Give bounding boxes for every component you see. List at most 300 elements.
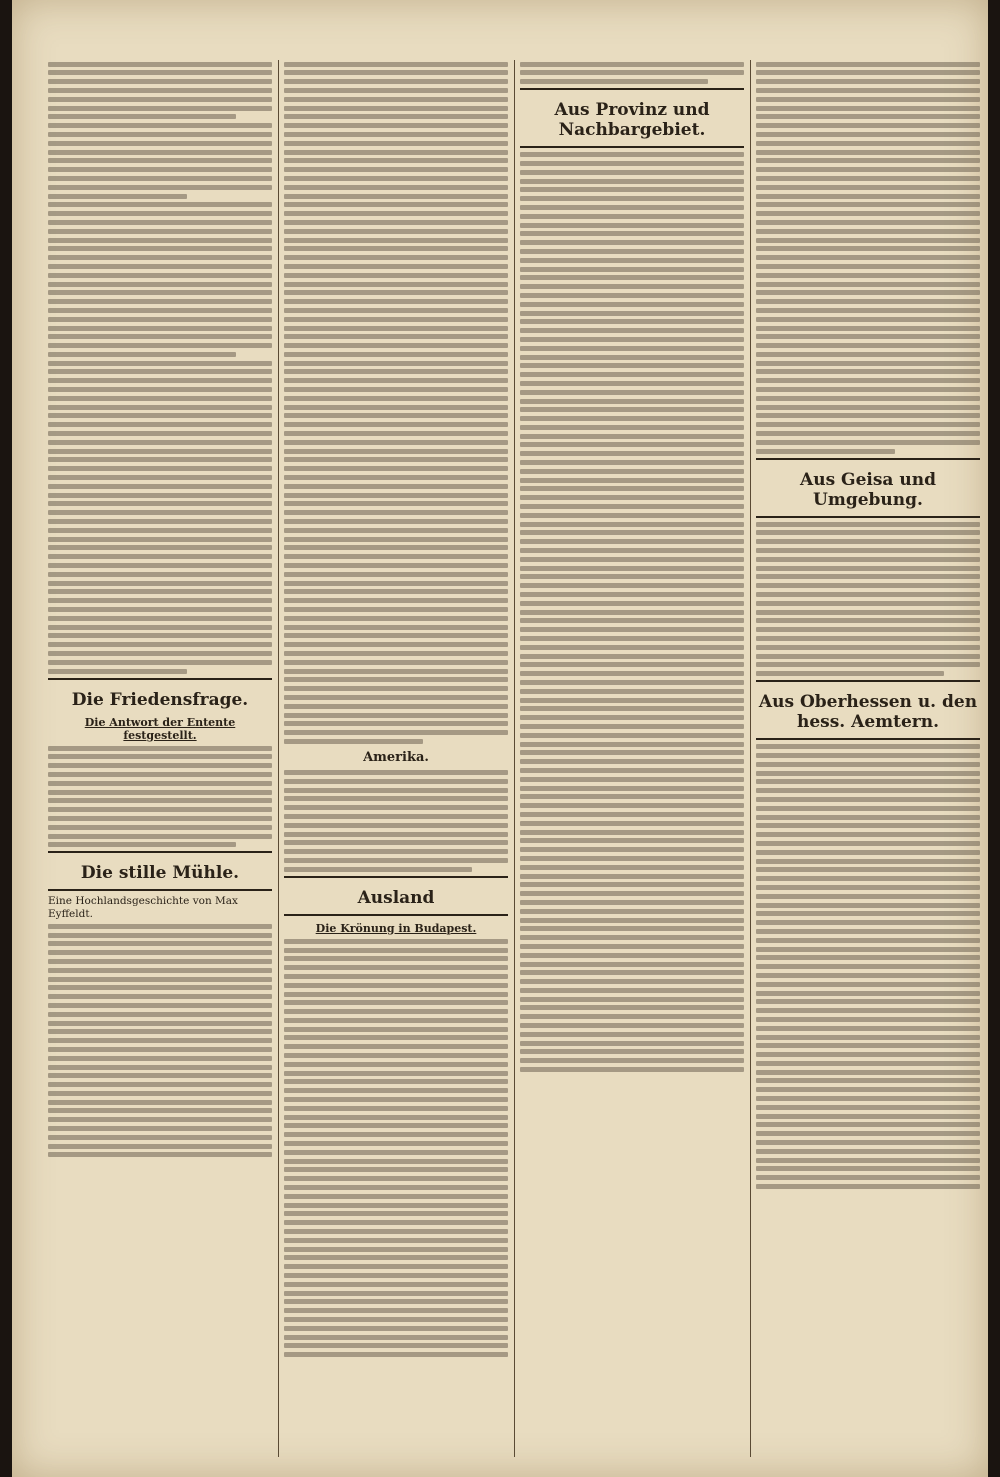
text-line-placeholder — [284, 730, 508, 735]
text-line-placeholder — [284, 1194, 508, 1199]
text-line-placeholder — [520, 715, 744, 720]
text-line-placeholder — [520, 838, 744, 843]
text-line-placeholder — [284, 466, 508, 471]
text-line-placeholder — [284, 589, 508, 594]
text-line-placeholder — [520, 856, 744, 861]
text-line-placeholder — [48, 466, 272, 471]
text-line-placeholder — [756, 449, 895, 454]
text-line-placeholder — [756, 150, 980, 155]
column-rule — [514, 60, 515, 1457]
text-line-placeholder — [520, 530, 744, 535]
text-line-placeholder — [284, 633, 508, 638]
text-line-placeholder — [756, 991, 980, 996]
text-line-placeholder — [520, 539, 744, 544]
text-line-placeholder — [284, 167, 508, 172]
text-line-placeholder — [48, 501, 272, 506]
text-line-placeholder — [520, 442, 744, 447]
text-line-placeholder — [520, 319, 744, 324]
text-line-placeholder — [284, 832, 508, 837]
text-line-placeholder — [284, 220, 508, 225]
text-line-placeholder — [284, 475, 508, 480]
text-line-placeholder — [284, 387, 508, 392]
text-line-placeholder — [520, 293, 744, 298]
text-line-placeholder — [284, 686, 508, 691]
text-line-placeholder — [520, 231, 744, 236]
text-line-placeholder — [48, 642, 272, 647]
text-line-placeholder — [284, 1273, 508, 1278]
text-line-placeholder — [284, 1247, 508, 1252]
text-line-placeholder — [284, 501, 508, 506]
text-line-placeholder — [520, 970, 744, 975]
text-line-placeholder — [756, 264, 980, 269]
text-line-placeholder — [284, 246, 508, 251]
text-line-placeholder — [520, 926, 744, 931]
text-line-placeholder — [284, 974, 508, 979]
text-line-placeholder — [756, 618, 980, 623]
text-line-placeholder — [284, 956, 508, 961]
text-line-placeholder — [284, 211, 508, 216]
text-line-placeholder — [284, 1053, 508, 1058]
text-line-placeholder — [520, 62, 744, 67]
text-line-placeholder — [756, 753, 980, 758]
text-line-placeholder — [284, 1229, 508, 1234]
text-line-placeholder — [284, 805, 508, 810]
text-line-placeholder — [520, 953, 744, 958]
text-line-placeholder — [48, 255, 272, 260]
text-line-placeholder — [284, 704, 508, 709]
text-line-placeholder — [756, 378, 980, 383]
text-line-placeholder — [48, 167, 272, 172]
column-1 — [48, 58, 272, 1459]
text-line-placeholder — [284, 651, 508, 656]
text-line-placeholder — [756, 1105, 980, 1110]
text-line-placeholder — [520, 275, 744, 280]
text-line-placeholder — [48, 554, 272, 559]
text-line-placeholder — [284, 607, 508, 612]
text-line-placeholder — [284, 176, 508, 181]
text-line-placeholder — [520, 997, 744, 1002]
text-line-placeholder — [520, 486, 744, 491]
text-line-placeholder — [284, 1027, 508, 1032]
text-line-placeholder — [520, 645, 744, 650]
text-line-placeholder — [48, 413, 272, 418]
text-line-placeholder — [756, 911, 980, 916]
text-line-placeholder — [520, 548, 744, 553]
text-line-placeholder — [520, 302, 744, 307]
text-line-placeholder — [284, 788, 508, 793]
text-line-placeholder — [48, 1003, 272, 1008]
text-line-placeholder — [48, 825, 272, 830]
heading-novel: Die stille Mühle. — [80, 863, 240, 884]
text-line-placeholder — [284, 1071, 508, 1076]
text-line-placeholder — [756, 299, 980, 304]
text-line-placeholder — [520, 803, 744, 808]
text-line-placeholder — [756, 627, 980, 632]
text-line-placeholder — [48, 994, 272, 999]
text-line-placeholder — [756, 317, 980, 322]
text-line-placeholder — [520, 918, 744, 923]
text-line-placeholder — [284, 572, 508, 577]
text-line-placeholder — [520, 821, 744, 826]
text-line-placeholder — [756, 566, 980, 571]
text-line-placeholder — [756, 334, 980, 339]
text-line-placeholder — [48, 484, 272, 489]
text-line-placeholder — [756, 1184, 980, 1189]
text-line-placeholder — [756, 788, 980, 793]
text-line-placeholder — [48, 651, 272, 656]
text-line-placeholder — [284, 1079, 508, 1084]
text-line-placeholder — [48, 1047, 272, 1052]
text-line-placeholder — [284, 378, 508, 383]
text-line-placeholder — [520, 671, 744, 676]
subheading-entente-answer: Die Antwort der Entente festgestellt. — [84, 715, 236, 742]
text-line-placeholder — [48, 123, 272, 128]
text-line-placeholder — [48, 1091, 272, 1096]
text-line-placeholder — [48, 834, 272, 839]
text-line-placeholder — [520, 170, 744, 175]
text-line-placeholder — [284, 70, 508, 75]
text-line-placeholder — [48, 334, 272, 339]
text-line-placeholder — [284, 1115, 508, 1120]
text-line-placeholder — [520, 1067, 744, 1072]
text-line-placeholder — [48, 229, 272, 234]
text-line-placeholder — [48, 772, 272, 777]
text-line-placeholder — [520, 79, 708, 84]
text-line-placeholder — [48, 1100, 272, 1105]
text-line-placeholder — [48, 807, 272, 812]
text-line-placeholder — [48, 282, 272, 287]
text-line-placeholder — [756, 1008, 980, 1013]
text-line-placeholder — [48, 352, 236, 357]
text-line-placeholder — [520, 355, 744, 360]
text-line-placeholder — [48, 326, 272, 331]
text-line-placeholder — [48, 589, 272, 594]
section-divider — [756, 516, 980, 518]
text-line-placeholder — [284, 770, 508, 775]
heading-abroad: Ausland — [357, 887, 435, 908]
text-line-placeholder — [48, 816, 272, 821]
text-line-placeholder — [756, 97, 980, 102]
text-line-placeholder — [48, 842, 236, 847]
text-line-placeholder — [48, 176, 272, 181]
text-line-placeholder — [284, 796, 508, 801]
text-line-placeholder — [756, 1061, 980, 1066]
text-line-placeholder — [756, 610, 980, 615]
text-line-placeholder — [520, 469, 744, 474]
heading-peace-question: Die Friedensfrage. — [71, 689, 249, 710]
text-line-placeholder — [284, 114, 508, 119]
text-line-placeholder — [284, 185, 508, 190]
text-line-placeholder — [520, 346, 744, 351]
section-divider — [520, 146, 744, 148]
text-line-placeholder — [756, 141, 980, 146]
text-line-placeholder — [756, 771, 980, 776]
text-line-placeholder — [520, 794, 744, 799]
text-line-placeholder — [284, 229, 508, 234]
text-line-placeholder — [284, 1299, 508, 1304]
text-line-placeholder — [48, 633, 272, 638]
text-line-placeholder — [48, 141, 272, 146]
text-line-placeholder — [520, 874, 744, 879]
text-line-placeholder — [48, 493, 272, 498]
section-divider — [284, 876, 508, 878]
text-line-placeholder — [520, 689, 744, 694]
text-line-placeholder — [756, 1158, 980, 1163]
text-line-placeholder — [284, 457, 508, 462]
text-line-placeholder — [284, 1000, 508, 1005]
text-line-placeholder — [284, 334, 508, 339]
text-line-placeholder — [520, 900, 744, 905]
text-line-placeholder — [48, 457, 272, 462]
text-line-placeholder — [756, 194, 980, 199]
text-line-placeholder — [756, 548, 980, 553]
text-line-placeholder — [284, 616, 508, 621]
text-line-placeholder — [48, 431, 272, 436]
text-line-placeholder — [48, 616, 272, 621]
text-line-placeholder — [48, 70, 272, 75]
text-line-placeholder — [756, 70, 980, 75]
text-line-placeholder — [48, 537, 272, 542]
text-line-placeholder — [756, 158, 980, 163]
text-line-placeholder — [48, 211, 272, 216]
text-line-placeholder — [756, 815, 980, 820]
text-line-placeholder — [284, 158, 508, 163]
text-line-placeholder — [48, 763, 272, 768]
text-line-placeholder — [284, 88, 508, 93]
text-line-placeholder — [756, 1052, 980, 1057]
text-line-placeholder — [756, 841, 980, 846]
text-line-placeholder — [756, 352, 980, 357]
text-line-placeholder — [756, 947, 980, 952]
text-line-placeholder — [520, 636, 744, 641]
text-line-placeholder — [756, 1114, 980, 1119]
text-line-placeholder — [756, 282, 980, 287]
text-line-placeholder — [284, 1141, 508, 1146]
text-line-placeholder — [756, 1035, 980, 1040]
text-line-placeholder — [756, 654, 980, 659]
text-line-placeholder — [48, 950, 272, 955]
text-line-placeholder — [284, 1035, 508, 1040]
text-line-placeholder — [756, 903, 980, 908]
text-line-placeholder — [284, 396, 508, 401]
text-line-placeholder — [284, 123, 508, 128]
column-rule — [750, 60, 751, 1457]
text-line-placeholder — [756, 867, 980, 872]
text-line-placeholder — [520, 337, 744, 342]
text-line-placeholder — [756, 114, 980, 119]
text-line-placeholder — [284, 493, 508, 498]
text-line-placeholder — [284, 739, 423, 744]
text-line-placeholder — [756, 671, 944, 676]
text-line-placeholder — [520, 654, 744, 659]
text-line-placeholder — [756, 806, 980, 811]
text-line-placeholder — [756, 405, 980, 410]
text-line-placeholder — [48, 62, 272, 67]
text-line-placeholder — [520, 847, 744, 852]
text-line-placeholder — [284, 625, 508, 630]
text-line-placeholder — [520, 1014, 744, 1019]
text-line-placeholder — [756, 1149, 980, 1154]
text-line-placeholder — [284, 413, 508, 418]
text-line-placeholder — [48, 572, 272, 577]
text-line-placeholder — [520, 592, 744, 597]
text-line-placeholder — [284, 713, 508, 718]
text-line-placeholder — [756, 273, 980, 278]
text-line-placeholder — [520, 258, 744, 263]
text-line-placeholder — [284, 581, 508, 586]
text-line-placeholder — [520, 680, 744, 685]
text-line-placeholder — [48, 1082, 272, 1087]
text-line-placeholder — [520, 311, 744, 316]
text-line-placeholder — [48, 607, 272, 612]
text-line-placeholder — [284, 1308, 508, 1313]
text-line-placeholder — [520, 698, 744, 703]
column-2 — [284, 58, 508, 1459]
text-line-placeholder — [48, 510, 272, 515]
text-line-placeholder — [284, 779, 508, 784]
section-divider — [48, 851, 272, 853]
text-line-placeholder — [48, 387, 272, 392]
text-line-placeholder — [520, 1049, 744, 1054]
text-line-placeholder — [520, 909, 744, 914]
text-line-placeholder — [48, 1117, 272, 1122]
text-line-placeholder — [284, 1317, 508, 1322]
text-line-placeholder — [48, 290, 272, 295]
text-line-placeholder — [756, 539, 980, 544]
section-divider — [756, 680, 980, 682]
text-line-placeholder — [284, 983, 508, 988]
text-line-placeholder — [520, 249, 744, 254]
text-line-placeholder — [284, 106, 508, 111]
text-line-placeholder — [284, 1097, 508, 1102]
text-line-placeholder — [756, 592, 980, 597]
text-line-placeholder — [520, 566, 744, 571]
text-line-placeholder — [756, 832, 980, 837]
text-line-placeholder — [520, 451, 744, 456]
text-line-placeholder — [284, 255, 508, 260]
text-line-placeholder — [756, 823, 980, 828]
text-line-placeholder — [284, 1123, 508, 1128]
text-line-placeholder — [284, 238, 508, 243]
text-line-placeholder — [48, 968, 272, 973]
text-line-placeholder — [756, 885, 980, 890]
text-line-placeholder — [520, 733, 744, 738]
text-line-placeholder — [284, 1062, 508, 1067]
newspaper-page — [12, 0, 988, 1477]
text-line-placeholder — [756, 343, 980, 348]
text-line-placeholder — [756, 929, 980, 934]
section-divider — [48, 889, 272, 891]
text-line-placeholder — [520, 557, 744, 562]
text-line-placeholder — [284, 1018, 508, 1023]
text-line-placeholder — [48, 959, 272, 964]
text-line-placeholder — [48, 781, 272, 786]
heading-province: Aus Provinz und Nachbargebiet. — [554, 100, 710, 141]
text-line-placeholder — [756, 246, 980, 251]
text-line-placeholder — [520, 478, 744, 483]
text-line-placeholder — [520, 390, 744, 395]
text-line-placeholder — [284, 1335, 508, 1340]
text-line-placeholder — [756, 123, 980, 128]
text-line-placeholder — [284, 660, 508, 665]
text-line-placeholder — [48, 220, 272, 225]
text-line-placeholder — [284, 1220, 508, 1225]
text-line-placeholder — [520, 495, 744, 500]
text-line-placeholder — [48, 985, 272, 990]
text-line-placeholder — [284, 299, 508, 304]
text-line-placeholder — [756, 583, 980, 588]
text-line-placeholder — [48, 941, 272, 946]
text-line-placeholder — [756, 557, 980, 562]
text-line-placeholder — [756, 964, 980, 969]
text-line-placeholder — [520, 750, 744, 755]
text-line-placeholder — [520, 1005, 744, 1010]
text-line-placeholder — [48, 185, 272, 190]
text-line-placeholder — [520, 988, 744, 993]
text-line-placeholder — [520, 381, 744, 386]
text-line-placeholder — [48, 1029, 272, 1034]
text-line-placeholder — [284, 449, 508, 454]
text-line-placeholder — [520, 363, 744, 368]
text-line-placeholder — [48, 88, 272, 93]
text-line-placeholder — [284, 1211, 508, 1216]
text-line-placeholder — [520, 425, 744, 430]
text-line-placeholder — [520, 979, 744, 984]
text-line-placeholder — [284, 308, 508, 313]
text-line-placeholder — [284, 858, 508, 863]
text-line-placeholder — [284, 202, 508, 207]
text-line-placeholder — [756, 167, 980, 172]
text-line-placeholder — [756, 1140, 980, 1145]
section-divider — [756, 738, 980, 740]
text-line-placeholder — [520, 267, 744, 272]
text-line-placeholder — [48, 238, 272, 243]
text-line-placeholder — [520, 935, 744, 940]
text-line-placeholder — [284, 1150, 508, 1155]
text-line-placeholder — [284, 141, 508, 146]
text-line-placeholder — [284, 1009, 508, 1014]
text-line-placeholder — [48, 1021, 272, 1026]
text-line-placeholder — [48, 1135, 272, 1140]
section-divider — [520, 88, 744, 90]
text-line-placeholder — [756, 645, 980, 650]
text-line-placeholder — [284, 1167, 508, 1172]
text-line-placeholder — [284, 563, 508, 568]
text-line-placeholder — [48, 746, 272, 751]
text-line-placeholder — [48, 273, 272, 278]
text-line-placeholder — [756, 106, 980, 111]
text-line-placeholder — [520, 328, 744, 333]
text-line-placeholder — [520, 187, 744, 192]
text-line-placeholder — [520, 777, 744, 782]
text-line-placeholder — [520, 962, 744, 967]
novel-intro: Eine Hochlandsgeschichte von Max Eyffeldt. — [48, 895, 238, 920]
text-line-placeholder — [284, 528, 508, 533]
text-line-placeholder — [756, 920, 980, 925]
section-divider — [48, 678, 272, 680]
text-line-placeholder — [520, 724, 744, 729]
text-line-placeholder — [284, 867, 472, 872]
text-line-placeholder — [520, 865, 744, 870]
text-line-placeholder — [48, 1152, 272, 1157]
text-line-placeholder — [284, 150, 508, 155]
text-line-placeholder — [756, 955, 980, 960]
text-line-placeholder — [48, 343, 272, 348]
text-line-placeholder — [756, 522, 980, 527]
text-line-placeholder — [284, 1352, 508, 1357]
text-line-placeholder — [284, 317, 508, 322]
text-line-placeholder — [284, 510, 508, 515]
